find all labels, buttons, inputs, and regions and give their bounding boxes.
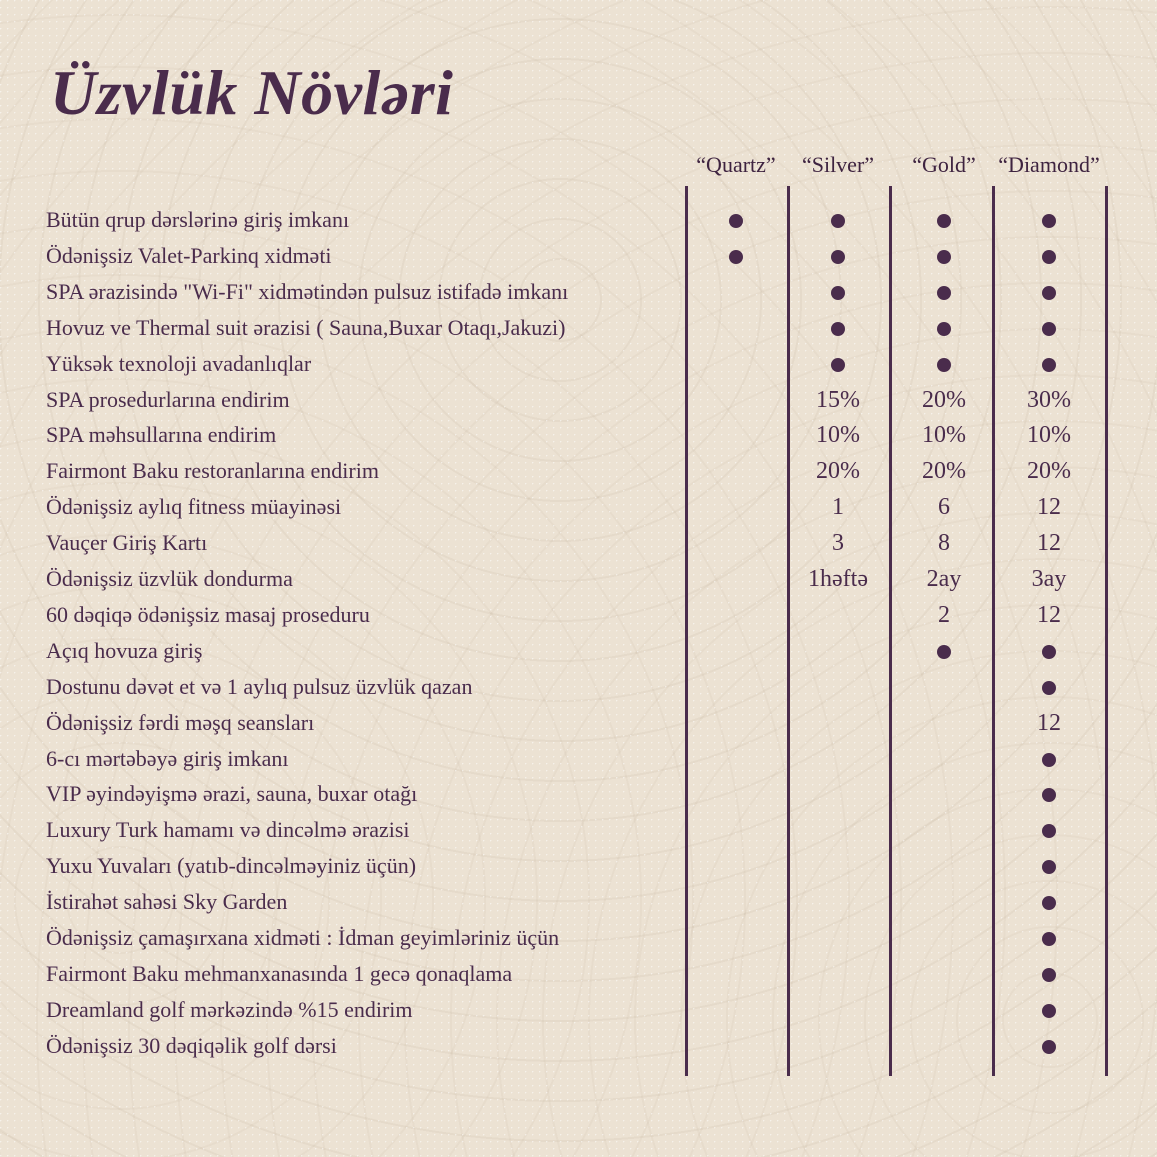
bullet-icon xyxy=(1042,681,1056,695)
column-divider xyxy=(889,186,892,1076)
cell-value: 8 xyxy=(938,530,950,556)
column-header: “Silver” xyxy=(801,152,875,177)
included-dot-icon xyxy=(788,278,888,306)
included-dot-icon xyxy=(999,852,1099,880)
column-divider xyxy=(685,186,688,1076)
included-dot-icon xyxy=(788,350,888,378)
cell-value: 12 xyxy=(1037,530,1061,556)
row-label: Luxury Turk hamamı və dincəlmə ərazisi xyxy=(46,817,410,842)
included-dot-icon xyxy=(999,350,1099,378)
bullet-icon xyxy=(937,645,951,659)
bullet-icon xyxy=(1042,896,1056,910)
bullet-icon xyxy=(1042,824,1056,838)
bullet-icon xyxy=(1042,1004,1056,1018)
row-label: Açıq hovuza giriş xyxy=(46,638,203,663)
row-label: Dostunu dəvət et və 1 aylıq pulsuz üzvlük qazan xyxy=(46,674,473,699)
bullet-icon xyxy=(937,214,951,228)
row-label: Fairmont Baku restoranlarına endirim xyxy=(46,458,379,483)
row-label: Ödənişsiz 30 dəqiqəlik golf dərsi xyxy=(46,1033,337,1058)
bullet-icon xyxy=(1042,968,1056,982)
bullet-icon xyxy=(1042,753,1056,767)
included-dot-icon xyxy=(894,314,994,342)
included-dot-icon xyxy=(999,278,1099,306)
included-dot-icon xyxy=(999,780,1099,808)
cell-value: 12 xyxy=(1037,710,1061,736)
row-label: Ödənişsiz çamaşırxana xidməti : İdman geyimləriniz üçün xyxy=(46,925,560,950)
row-label: İstirahət sahəsi Sky Garden xyxy=(46,889,288,914)
included-dot-icon xyxy=(999,673,1099,701)
row-label: Dreamland golf mərkəzində %15 endirim xyxy=(46,997,413,1022)
row-label: Ödənişsiz üzvlük dondurma xyxy=(46,566,293,591)
row-label: VIP əyindəyişmə ərazi, sauna, buxar otağı xyxy=(46,781,418,806)
bullet-icon xyxy=(1042,250,1056,264)
row-label: 60 dəqiqə ödənişsiz masaj proseduru xyxy=(46,602,370,627)
row-label: Yuxu Yuvaları (yatıb-dincəlməyiniz üçün) xyxy=(46,853,417,878)
bullet-icon xyxy=(1042,645,1056,659)
bullet-icon xyxy=(937,286,951,300)
included-dot-icon xyxy=(894,242,994,270)
bullet-icon xyxy=(1042,932,1056,946)
included-dot-icon xyxy=(894,350,994,378)
cell-value: 2ay xyxy=(926,566,962,592)
bullet-icon xyxy=(937,358,951,372)
row-label: Hovuz ve Thermal suit ərazisi ( Sauna,Buxar Otaqı,Jakuzi) xyxy=(46,315,566,340)
cell-value: 3 xyxy=(832,530,844,556)
included-dot-icon xyxy=(999,996,1099,1024)
cell-value: 20% xyxy=(816,458,860,484)
included-dot-icon xyxy=(686,242,786,270)
included-dot-icon xyxy=(999,960,1099,988)
row-label: Yüksək texnoloji avadanlıqlar xyxy=(46,351,312,376)
bullet-icon xyxy=(937,250,951,264)
page-title: Üzvlük Növləri xyxy=(50,57,454,128)
included-dot-icon xyxy=(999,314,1099,342)
cell-value: 12 xyxy=(1037,602,1061,628)
bullet-icon xyxy=(831,214,845,228)
bullet-icon xyxy=(1042,1040,1056,1054)
included-dot-icon xyxy=(894,206,994,234)
included-dot-icon xyxy=(999,924,1099,952)
included-dot-icon xyxy=(788,206,888,234)
bullet-icon xyxy=(1042,322,1056,336)
included-dot-icon xyxy=(788,314,888,342)
cell-value: 10% xyxy=(1027,422,1071,448)
cell-value: 10% xyxy=(816,422,860,448)
column-header: “Quartz” xyxy=(696,152,776,177)
included-dot-icon xyxy=(999,1032,1099,1060)
included-dot-icon xyxy=(686,206,786,234)
cell-value: 6 xyxy=(938,494,950,520)
bullet-icon xyxy=(831,322,845,336)
bullet-icon xyxy=(1042,860,1056,874)
row-label: Fairmont Baku mehmanxanasında 1 gecə qonaqlama xyxy=(46,961,513,986)
included-dot-icon xyxy=(894,637,994,665)
row-label: 6-cı mərtəbəyə giriş imkanı xyxy=(46,746,289,771)
bullet-icon xyxy=(831,250,845,264)
cell-value: 10% xyxy=(922,422,966,448)
row-label: SPA məhsullarına endirim xyxy=(46,422,277,447)
included-dot-icon xyxy=(999,888,1099,916)
row-label: SPA ərazisində "Wi-Fi" xidmətindən pulsuz istifadə imkanı xyxy=(46,279,569,304)
cell-value: 20% xyxy=(922,458,966,484)
cell-value: 3ay xyxy=(1031,566,1067,592)
cell-value: 20% xyxy=(1027,458,1071,484)
row-label: Ödənişsiz Valet-Parkinq xidməti xyxy=(46,243,332,268)
bullet-icon xyxy=(1042,286,1056,300)
column-header: “Gold” xyxy=(912,152,976,177)
included-dot-icon xyxy=(788,242,888,270)
included-dot-icon xyxy=(999,206,1099,234)
row-label: Ödənişsiz fərdi məşq seansları xyxy=(46,710,315,735)
bullet-icon xyxy=(729,214,743,228)
cell-value: 2 xyxy=(938,602,950,628)
row-label: Ödənişsiz aylıq fitness müayinəsi xyxy=(46,494,342,519)
cell-value: 30% xyxy=(1027,387,1071,413)
included-dot-icon xyxy=(999,242,1099,270)
included-dot-icon xyxy=(999,816,1099,844)
cell-value: 15% xyxy=(816,387,860,413)
column-header: “Diamond” xyxy=(998,152,1100,177)
row-label: Bütün qrup dərslərinə giriş imkanı xyxy=(46,207,350,232)
included-dot-icon xyxy=(999,637,1099,665)
cell-value: 1həftə xyxy=(808,566,868,592)
bullet-icon xyxy=(1042,214,1056,228)
column-divider xyxy=(1105,186,1108,1076)
bullet-icon xyxy=(1042,358,1056,372)
bullet-icon xyxy=(831,358,845,372)
included-dot-icon xyxy=(894,278,994,306)
cell-value: 12 xyxy=(1037,494,1061,520)
bullet-icon xyxy=(937,322,951,336)
row-label: SPA prosedurlarına endirim xyxy=(46,387,290,412)
cell-value: 20% xyxy=(922,387,966,413)
row-label: Vauçer Giriş Kartı xyxy=(46,530,208,555)
cell-value: 1 xyxy=(832,494,844,520)
bullet-icon xyxy=(831,286,845,300)
bullet-icon xyxy=(1042,788,1056,802)
included-dot-icon xyxy=(999,745,1099,773)
bullet-icon xyxy=(729,250,743,264)
